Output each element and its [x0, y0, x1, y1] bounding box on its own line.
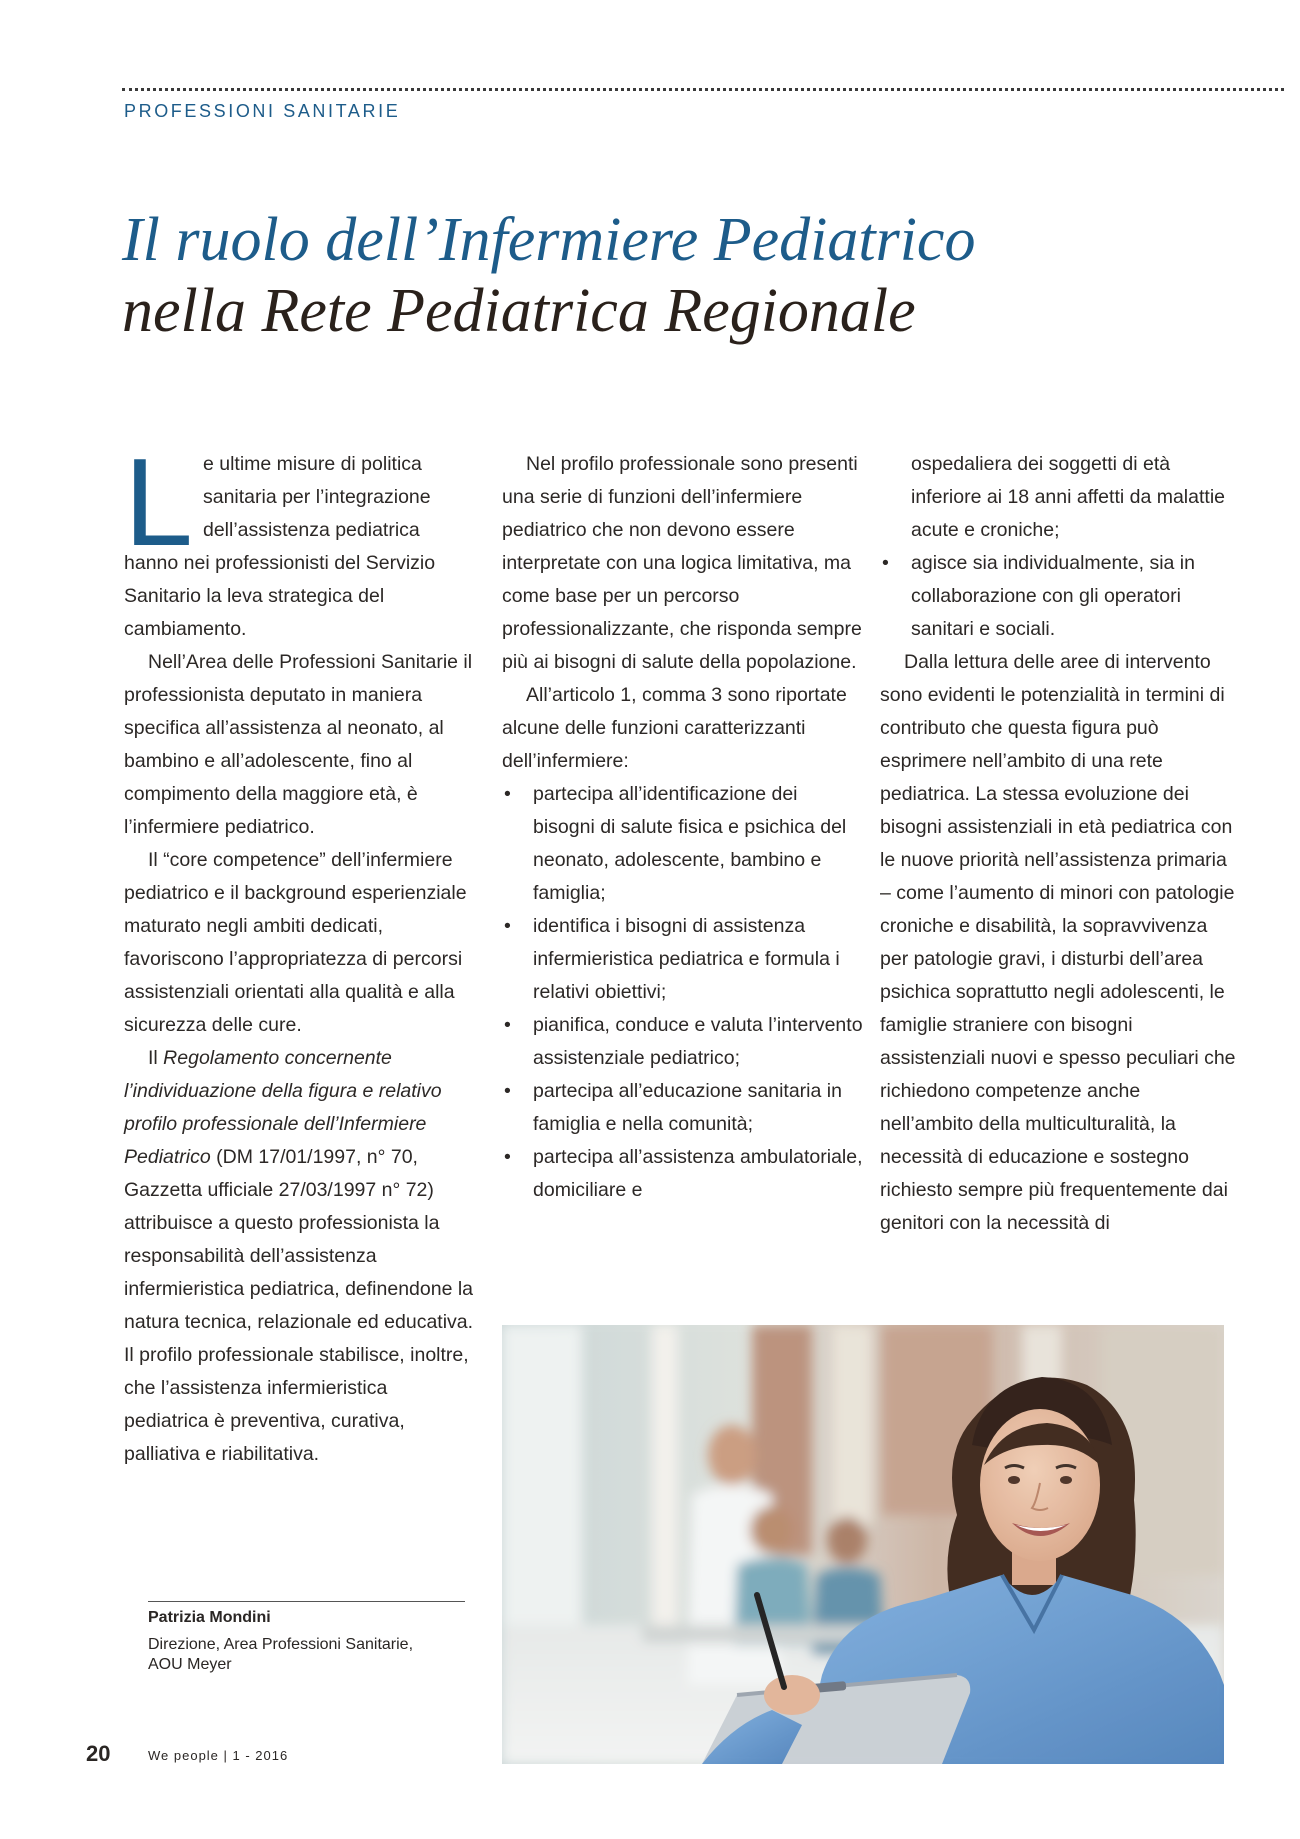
- regulation-title: Regolamento concernente l’individuazione della figura e relativo profilo professionale dell’Infermiere Pediatrico: [124, 1047, 442, 1168]
- list-item: • agisce sia individualmente, sia in collaborazione con gli operatori sanitari e sociali.: [880, 547, 1238, 646]
- page-number: 20: [86, 1741, 111, 1766]
- list-item: • partecipa all’educazione sanitaria in famiglia e nella comunità;: [502, 1075, 864, 1141]
- article-title: [122, 205, 975, 347]
- column-2: [502, 448, 864, 1207]
- column-3: [880, 448, 1238, 1240]
- title-line-1: Il ruolo dell’Infermiere Pediatrico: [122, 206, 976, 274]
- list-item: • pianifica, conduce e valuta l’intervento assistenziale pediatrico;: [502, 1009, 864, 1075]
- functions-list-continued: [880, 448, 1238, 646]
- paragraph: All’articolo 1, comma 3 sono riportate alcune delle funzioni caratterizzanti dell’infermiere:: [502, 684, 847, 772]
- paragraph: Dalla lettura delle aree di intervento sono evidenti le potenzialità in termini di contributo che questa figura può esprimere nell’ambito di una rete pediatrica. La stessa evoluzione dei bisogni assistenziali in età pediatrica con le nuove priorità nell’assistenza primaria – come l’aumento di minori con patologie croniche e disabilità, la sopravvivenza per patologie gravi, i disturbi dell’area psichica soprattutto negli adolescenti, le famiglie straniere con bisogni assistenziali nuovi e spesso peculiari che richiedono competenze anche nell’ambito della multiculturalità, la necessità di educazione e sostegno richiesto sempre più frequentemente dai genitori con la necessità di: [880, 651, 1236, 1234]
- author-rule: [148, 1601, 465, 1602]
- paragraph: Nell’Area delle Professioni Sanitarie il professionista deputato in maniera specifica all’assistenza al neonato, al bambino e all’adolescente, fino al compimento della maggiore età, è l’infermiere pediatrico.: [124, 651, 473, 838]
- functions-list: [502, 778, 864, 1207]
- intro-paragraph: Le ultime misure di politica sanitaria per l’integrazione dell’assistenza pediatrica hanno nei professionisti del Servizio Sanitario la leva strategica del cambiamento.: [124, 434, 436, 640]
- drop-cap: L: [124, 434, 193, 572]
- list-item-continued: ospedaliera dei soggetti di età inferiore ai 18 anni affetti da malattie acute e croniche;: [911, 453, 1225, 541]
- author-name: Patrizia Mondini: [148, 1609, 271, 1626]
- header-rule: [122, 88, 1284, 91]
- section-label: PROFESSIONI SANITARIE: [124, 101, 401, 121]
- list-item: • identifica i bisogni di assistenza infermieristica pediatrica e formula i relativi obiettivi;: [502, 910, 864, 1009]
- paragraph: Il Regolamento concernente l’individuazione della figura e relativo profilo professionale dell’Infermiere Pediatrico (DM 17/01/1997, n° 70, Gazzetta ufficiale 27/03/1997 n° 72) attribuisce a questo professionista la responsabilità dell’assistenza infermieristica pediatrica, definendone la natura tecnica, relazionale ed educativa. Il profilo professionale stabilisce, inoltre, che l’assistenza infermieristica pediatrica è preventiva, curativa, palliativa e riabilitativa.: [124, 1047, 474, 1465]
- nurse-photo: [502, 1325, 1224, 1764]
- paragraph: Nel profilo professionale sono presenti una serie di funzioni dell’infermiere pediatrico che non devono essere interpretate con una logica limitativa, ma come base per un percorso professionalizzante, che risponda sempre più ai bisogni di salute della popolazione.: [502, 453, 862, 673]
- publication-footer: We people | 1 - 2016: [148, 1748, 289, 1763]
- title-line-2: nella Rete Pediatrica Regionale: [122, 277, 916, 345]
- list-item: • partecipa all’assistenza ambulatoriale, domiciliare e: [502, 1141, 864, 1207]
- column-1: [124, 434, 476, 1471]
- list-item: • partecipa all’identificazione dei bisogni di salute fisica e psichica del neonato, adolescente, bambino e famiglia;: [502, 778, 864, 910]
- paragraph: Il “core competence” dell’infermiere pediatrico e il background esperienziale maturato negli ambiti dedicati, favoriscono l’appropriatezza di percorsi assistenziali orientati alla qualità e alla sicurezza delle cure.: [124, 849, 467, 1036]
- author-role: Direzione, Area Professioni Sanitarie, AOU Meyer: [148, 1636, 414, 1673]
